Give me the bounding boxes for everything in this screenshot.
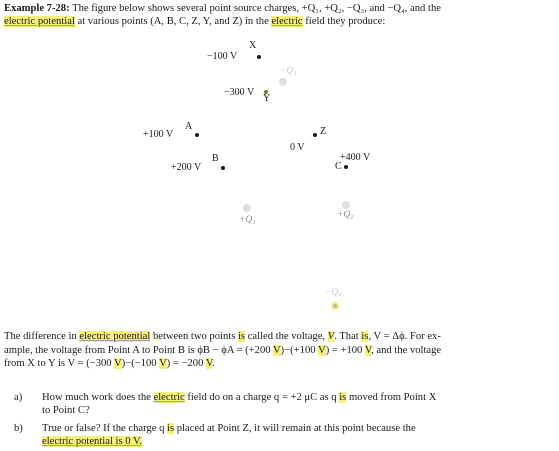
- point-x-value: −100 V: [207, 51, 238, 62]
- highlight-is: is: [167, 423, 175, 434]
- para-text: ) = +100: [325, 344, 365, 356]
- charge-q3: [279, 78, 287, 86]
- question-b-tag: b): [14, 423, 23, 434]
- para-text: , V = Δϕ. For ex-: [368, 331, 441, 342]
- highlight-is: is: [237, 331, 246, 342]
- intro-text-2: at various points (A, B, C, Z, Y, and Z) in the: [74, 16, 272, 27]
- charge-q4: [331, 302, 339, 310]
- question-a: [4, 391, 552, 419]
- highlight-electric[interactable]: electric: [271, 16, 303, 27]
- highlight-electric[interactable]: electric: [153, 392, 185, 403]
- charge-q2-label: +Q₂: [337, 210, 354, 220]
- para-text: ) = −200: [166, 358, 206, 369]
- highlight-v: V: [364, 344, 372, 356]
- highlight-v: V: [318, 344, 326, 356]
- highlight-v: V: [159, 358, 167, 369]
- para-text: from X to Y is V = (−300: [4, 358, 115, 369]
- charge-q2: [342, 201, 350, 209]
- point-c-name: C: [335, 161, 342, 172]
- qa-text: to Point C?: [42, 405, 90, 416]
- para-text: , and the voltage: [371, 344, 442, 356]
- highlight-is: is: [361, 331, 369, 342]
- intro-text-3: field they produce:: [302, 16, 386, 27]
- charge-q3-label: −Q₃: [280, 66, 297, 76]
- point-x-marker: [257, 55, 261, 59]
- highlight-v: V: [327, 331, 335, 342]
- highlight-electric-potential-2[interactable]: electric potential: [79, 331, 151, 342]
- example-intro: [4, 2, 552, 28]
- para-text: called the voltage,: [245, 331, 328, 342]
- qa-text: How much work does the: [42, 392, 154, 403]
- question-b: [4, 422, 552, 450]
- highlight-v: V: [114, 358, 122, 369]
- charge-q4-label: −Q₄: [325, 288, 342, 298]
- question-a-text: [42, 391, 542, 417]
- point-b-marker: [221, 166, 225, 170]
- point-z-name: Z: [320, 126, 327, 137]
- point-a-name: A: [185, 121, 193, 132]
- question-a-tag: a): [14, 392, 23, 403]
- para-text: between two points: [150, 331, 238, 342]
- highlight-is: is: [339, 392, 347, 403]
- para-text: )−(+100: [280, 344, 319, 356]
- charge-q1: [243, 204, 251, 212]
- point-c-value: +400 V: [340, 152, 371, 163]
- point-z-marker: [313, 133, 317, 137]
- point-z-value: 0 V: [290, 142, 305, 153]
- point-a-value: +100 V: [143, 129, 174, 140]
- highlight-electric-potential-3[interactable]: electric potential is 0 V.: [42, 436, 142, 447]
- voltage-paragraph: [4, 330, 552, 371]
- para-text: ample, the voltage from Point A to Point B is ϕB − ϕA = (+200: [4, 344, 274, 356]
- charge-diagram: [0, 36, 559, 321]
- question-b-text: [42, 422, 542, 448]
- highlight-electric-potential[interactable]: electric potential: [4, 16, 75, 27]
- qa-text: field do on a charge q = +2 μC as q: [184, 392, 340, 403]
- point-y-value: −300 V: [224, 87, 255, 98]
- qa-text: moved from Point X: [346, 392, 437, 403]
- point-b-name: B: [212, 153, 219, 164]
- highlight-v: V: [273, 344, 281, 356]
- qb-text: True or false? If the charge q: [42, 423, 168, 434]
- example-label: Example 7-28:: [4, 3, 70, 14]
- point-c-marker: [344, 165, 348, 169]
- intro-text-1: The figure below shows several point source charges, +Q₁, +Q₂, −Q₃, and −Q₄, and the: [72, 3, 441, 14]
- point-b-value: +200 V: [171, 162, 202, 173]
- point-a-marker: [195, 133, 199, 137]
- charge-q1-label: +Q₁: [239, 215, 256, 225]
- para-text: .: [212, 358, 215, 369]
- qb-text: placed at Point Z, it will remain at this point because the: [174, 423, 416, 434]
- point-x-name: X: [249, 40, 257, 51]
- point-y-name: Y: [263, 93, 271, 104]
- highlight-v: V: [205, 358, 213, 369]
- para-text: The difference in: [4, 331, 80, 342]
- para-text: . That: [334, 331, 362, 342]
- para-text: )−(−100: [121, 358, 160, 369]
